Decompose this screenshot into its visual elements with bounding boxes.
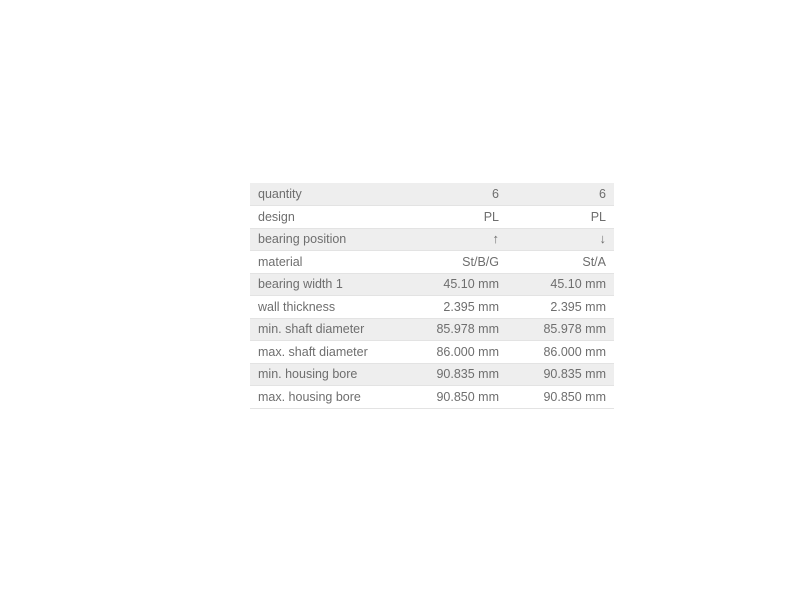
table-row xyxy=(250,386,614,409)
row-value-1: PL xyxy=(400,206,507,229)
row-value-2: 2.395 mm xyxy=(507,296,614,319)
row-label: wall thickness xyxy=(250,296,400,319)
row-value-1: 86.000 mm xyxy=(400,341,507,364)
row-label: material xyxy=(250,251,400,274)
table-row xyxy=(250,341,614,364)
row-value-1: 85.978 mm xyxy=(400,318,507,341)
row-value-2: 90.835 mm xyxy=(507,363,614,386)
row-value-2: 86.000 mm xyxy=(507,341,614,364)
row-value-1: 6 xyxy=(400,183,507,206)
row-label: design xyxy=(250,206,400,229)
row-value-2: 6 xyxy=(507,183,614,206)
arrow-down-icon xyxy=(507,228,614,251)
table-row xyxy=(250,363,614,386)
row-label: min. shaft diameter xyxy=(250,318,400,341)
row-value-1: 2.395 mm xyxy=(400,296,507,319)
row-value-2: 45.10 mm xyxy=(507,273,614,296)
row-value-1: 45.10 mm xyxy=(400,273,507,296)
table-body xyxy=(250,183,614,408)
row-value-2: 85.978 mm xyxy=(507,318,614,341)
bearing-specification-table xyxy=(250,183,614,409)
row-value-1: 90.835 mm xyxy=(400,363,507,386)
table-row xyxy=(250,318,614,341)
row-value-2: 90.850 mm xyxy=(507,386,614,409)
row-label: max. shaft diameter xyxy=(250,341,400,364)
table-row xyxy=(250,296,614,319)
table-row xyxy=(250,228,614,251)
row-value-2: PL xyxy=(507,206,614,229)
row-value-1: 90.850 mm xyxy=(400,386,507,409)
row-label: quantity xyxy=(250,183,400,206)
table-row xyxy=(250,183,614,206)
row-label: bearing width 1 xyxy=(250,273,400,296)
row-label: max. housing bore xyxy=(250,386,400,409)
arrow-up-glyph: ↑ xyxy=(492,231,499,247)
row-label: min. housing bore xyxy=(250,363,400,386)
row-value-1: St/B/G xyxy=(400,251,507,274)
row-label: bearing position xyxy=(250,228,400,251)
table-row xyxy=(250,273,614,296)
arrow-up-icon xyxy=(400,228,507,251)
table-row xyxy=(250,251,614,274)
table-row xyxy=(250,206,614,229)
arrow-down-glyph: ↓ xyxy=(599,231,606,247)
row-value-2: St/A xyxy=(507,251,614,274)
